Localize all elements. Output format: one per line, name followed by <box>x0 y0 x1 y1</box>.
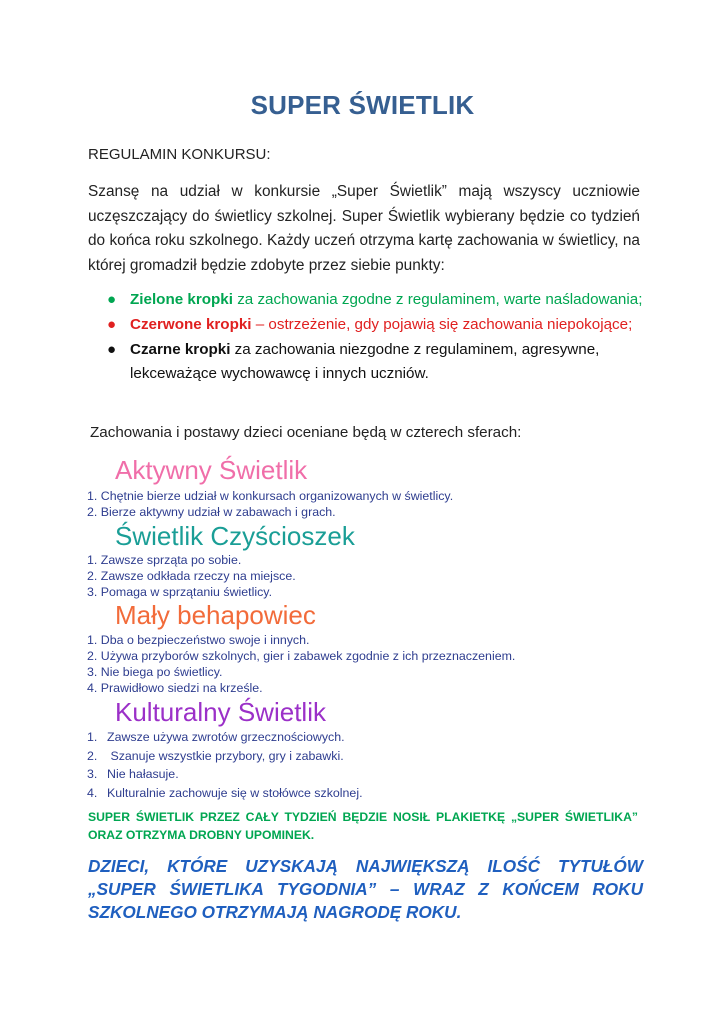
section-list-czyscioszek <box>87 552 296 600</box>
list-item <box>87 728 363 747</box>
item-number: 1. <box>87 730 98 744</box>
dots-list <box>105 288 650 387</box>
bullet-text: za zachowania niezgodne z regulaminem, agresywne, lekceważące wychowawcę i innych uczniów. <box>130 341 600 382</box>
list-item: 1. Dba o bezpieczeństwo swoje i innych. <box>87 633 310 647</box>
bullet-bold: Czerwone kropki <box>130 316 252 333</box>
item-number: 3. <box>87 767 98 781</box>
list-item <box>87 784 363 803</box>
subheading: REGULAMIN KONKURSU: <box>88 146 271 163</box>
list-item: 2. Zawsze odkłada rzeczy na miejsce. <box>87 569 296 583</box>
bullet-dot-icon: ● <box>107 316 117 333</box>
item-number: 4. <box>87 785 98 800</box>
intro-paragraph: Szansę na udział w konkursie „Super Świetlik” mają wszyscy uczniowie uczęszczający do świetlicy szkolnej. Super Świetlik wybierany będzie co tydzień do końca roku szkolnego. Każdy uczeń otrzyma kartę zachowania w świetlicy, na której gromadził będzie zdobyte przez siebie punkty: <box>88 183 640 274</box>
bullet-dot-icon: ● <box>107 341 117 358</box>
final-statement: DZIECI, KTÓRE UZYSKAJĄ NAJWIĘKSZĄ ILOŚĆ TYTUŁÓW „SUPER ŚWIETLIKA TYGODNIA” – WRAZ Z KOŃCEM ROKU SZKOLNEGO OTRZYMAJĄ NAGRODĘ ROKU. <box>88 856 643 922</box>
item-text: Szanuje wszystkie przybory, gry i zabawki. <box>107 748 344 763</box>
bullet-text: – ostrzeżenie, gdy pojawią się zachowania niepokojące; <box>251 316 633 333</box>
list-item: 1. Chętnie bierze udział w konkursach organizowanych w świetlicy. <box>87 489 454 503</box>
section-title-aktywny: Aktywny Świetlik <box>115 455 308 485</box>
bullet-dot-icon: ● <box>107 291 117 308</box>
badge-note: SUPER ŚWIETLIK PRZEZ CAŁY TYDZIEŃ BĘDZIE NOSIŁ PLAKIETKĘ „SUPER ŚWIETLIKA” ORAZ OTRZYMA DROBNY UPOMINEK. <box>88 810 638 842</box>
list-item <box>87 747 363 766</box>
bullet-bold: Zielone kropki <box>130 291 233 308</box>
spheres-intro: Zachowania i postawy dzieci oceniane będą w czterech sferach: <box>90 424 522 441</box>
page-title: SUPER ŚWIETLIK <box>250 90 475 120</box>
list-item <box>87 765 363 784</box>
list-item: 3. Pomaga w sprzątaniu świetlicy. <box>87 585 273 599</box>
section-list-kulturalny <box>87 728 363 802</box>
item-text: Nie hałasuje. <box>107 767 179 781</box>
list-item <box>105 288 650 312</box>
section-list-aktywny <box>87 488 453 520</box>
list-item <box>105 313 650 337</box>
list-item: 4. Prawidłowo siedzi na krześle. <box>87 681 263 695</box>
section-title-czyscioszek: Świetlik Czyścioszek <box>115 521 355 551</box>
section-title-behapowiec: Mały behapowiec <box>115 600 316 630</box>
list-item <box>105 338 650 386</box>
list-item: 2. Bierze aktywny udział w zabawach i grach. <box>87 505 336 519</box>
list-item: 1. Zawsze sprząta po sobie. <box>87 553 242 567</box>
item-text: Kulturalnie zachowuje się w stołówce szkolnej. <box>107 785 363 800</box>
item-number: 2. <box>87 748 98 763</box>
bullet-bold: Czarne kropki <box>130 341 231 358</box>
section-list-behapowiec <box>87 632 515 696</box>
item-text: Zawsze używa zwrotów grzecznościowych. <box>107 730 345 744</box>
list-item: 2. Używa przyborów szkolnych, gier i zabawek zgodnie z ich przeznaczeniem. <box>87 649 516 663</box>
section-title-kulturalny: Kulturalny Świetlik <box>115 697 326 727</box>
bullet-text: za zachowania zgodne z regulaminem, warte naśladowania; <box>232 291 643 308</box>
list-item: 3. Nie biega po świetlicy. <box>87 665 223 679</box>
